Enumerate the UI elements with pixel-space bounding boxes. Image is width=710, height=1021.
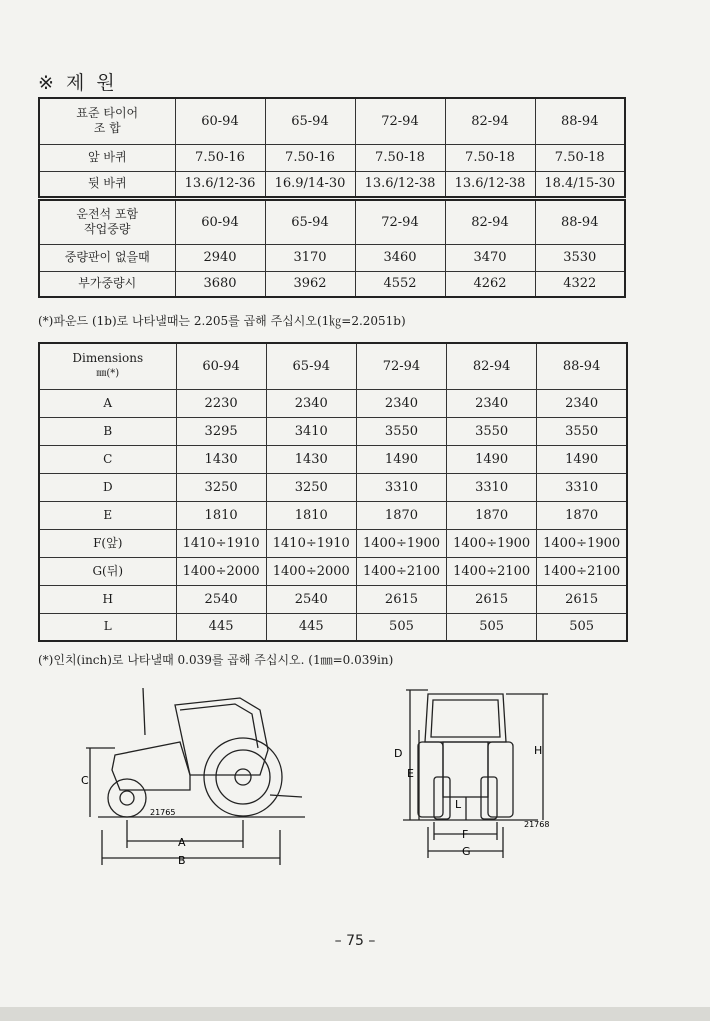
model-header: 60-94 (176, 343, 266, 389)
table-row (39, 613, 627, 641)
row-label: H (39, 585, 176, 613)
model-header: 65-94 (265, 200, 355, 244)
tire-header-label (39, 98, 175, 144)
table-cell: 3550 (447, 417, 537, 445)
table-cell: 2615 (356, 585, 446, 613)
dimension-label-l: L (455, 798, 462, 811)
front-hub (120, 791, 134, 805)
table-cell: 3962 (265, 271, 355, 297)
dimension-label-f: F (462, 828, 469, 841)
model-header: 88-94 (535, 200, 625, 244)
model-header: 88-94 (537, 343, 627, 389)
table-cell: 3250 (266, 473, 356, 501)
row-label: B (39, 417, 176, 445)
model-header: 72-94 (355, 98, 445, 144)
table-cell: 2615 (447, 585, 537, 613)
table-cell: 1400÷1900 (537, 529, 627, 557)
table-cell: 18.4/15-30 (535, 171, 625, 197)
table-cell: 1410÷1910 (176, 529, 266, 557)
table-header-row (39, 200, 625, 244)
model-header: 65-94 (266, 343, 356, 389)
front-wheel (108, 779, 146, 817)
row-label: 뒷 바퀴 (39, 171, 175, 197)
table-cell: 2540 (266, 585, 356, 613)
table-cell: 3310 (447, 473, 537, 501)
figure-code: 21768 (524, 820, 550, 829)
table-cell: 1490 (537, 445, 627, 473)
table-cell: 7.50-18 (535, 144, 625, 171)
table-cell: 1400÷2100 (447, 557, 537, 585)
table-cell: 1870 (537, 501, 627, 529)
tractor-front-view-diagram (388, 682, 560, 872)
dimension-label-c: C (81, 774, 89, 787)
cab-front-window (431, 700, 500, 737)
table-cell: 2340 (356, 389, 446, 417)
dimension-label-b: B (178, 854, 186, 867)
dimensions-header-line2: ㎜(*) (96, 368, 120, 380)
table-row (39, 557, 627, 585)
exhaust-pipe (143, 688, 145, 735)
right-front-wheel (481, 777, 497, 819)
table-cell: 505 (537, 613, 627, 641)
figure-code: 21765 (150, 808, 176, 817)
working-weight-table (38, 199, 626, 298)
cab-front (425, 694, 506, 742)
table-cell: 4322 (535, 271, 625, 297)
model-header: 82-94 (445, 98, 535, 144)
right-rear-wheel (488, 742, 513, 817)
weight-header-line2: 작업중량 (84, 222, 131, 237)
model-header: 88-94 (535, 98, 625, 144)
table-cell: 7.50-18 (445, 144, 535, 171)
table-cell: 1400÷2000 (266, 557, 356, 585)
table-row (39, 473, 627, 501)
table-cell: 3295 (176, 417, 266, 445)
model-header: 72-94 (356, 343, 446, 389)
table-cell: 7.50-16 (175, 144, 265, 171)
table-cell: 3310 (356, 473, 446, 501)
cab-window (180, 704, 258, 748)
table-cell: 1400÷1900 (356, 529, 446, 557)
table-row (39, 529, 627, 557)
model-header: 82-94 (445, 200, 535, 244)
table-cell: 2940 (175, 244, 265, 271)
dimension-label-e: E (407, 767, 414, 780)
tire-combination-table (38, 97, 626, 198)
table-cell: 3170 (265, 244, 355, 271)
table-row (39, 585, 627, 613)
dimension-label-a: A (178, 836, 186, 849)
dimensions-header-line1: Dimensions (72, 351, 144, 366)
table-row (39, 501, 627, 529)
table-cell: 1490 (447, 445, 537, 473)
scan-edge (0, 1007, 710, 1021)
row-label: A (39, 389, 176, 417)
table-cell: 3310 (537, 473, 627, 501)
table-header-row (39, 98, 625, 144)
row-label: 부가중량시 (39, 271, 175, 297)
tractor-hood (112, 742, 190, 790)
table-row (39, 244, 625, 271)
left-rear-wheel (418, 742, 443, 817)
drawbar (270, 795, 302, 797)
table-cell: 3550 (356, 417, 446, 445)
model-header: 60-94 (175, 98, 265, 144)
tire-header-line2: 조 합 (93, 121, 121, 136)
table-cell: 1400÷2100 (537, 557, 627, 585)
table-cell: 13.6/12-38 (355, 171, 445, 197)
row-label: 앞 바퀴 (39, 144, 175, 171)
table-cell: 1410÷1910 (266, 529, 356, 557)
table-cell: 505 (356, 613, 446, 641)
table-row (39, 271, 625, 297)
table-cell: 7.50-16 (265, 144, 355, 171)
row-label: 중량판이 없을때 (39, 244, 175, 271)
rear-hub (235, 769, 251, 785)
table-cell: 3470 (445, 244, 535, 271)
row-label: E (39, 501, 176, 529)
row-label: L (39, 613, 176, 641)
table-cell: 3550 (537, 417, 627, 445)
table-cell: 3250 (176, 473, 266, 501)
table-row (39, 389, 627, 417)
table-cell: 7.50-18 (355, 144, 445, 171)
table-cell: 1400÷2000 (176, 557, 266, 585)
tire-header-line1: 표준 타이어 (76, 106, 139, 121)
table-cell: 1810 (266, 501, 356, 529)
row-label: C (39, 445, 176, 473)
left-front-wheel (434, 777, 450, 819)
row-label: F(앞) (39, 529, 176, 557)
page-title: ※ 제 원 (38, 72, 118, 94)
rear-rim (216, 750, 270, 804)
table-row (39, 417, 627, 445)
dimension-label-h: H (534, 744, 543, 757)
table-cell: 2540 (176, 585, 266, 613)
table-cell: 4552 (355, 271, 445, 297)
table-cell: 16.9/14-30 (265, 171, 355, 197)
table-cell: 1870 (447, 501, 537, 529)
table-cell: 2340 (447, 389, 537, 417)
table-cell: 4262 (445, 271, 535, 297)
table-cell: 505 (447, 613, 537, 641)
table-cell: 1430 (176, 445, 266, 473)
table-cell: 2615 (537, 585, 627, 613)
dimension-label-d: D (394, 747, 403, 760)
table-cell: 1870 (356, 501, 446, 529)
table-cell: 13.6/12-38 (445, 171, 535, 197)
dimensions-header-label (39, 343, 176, 389)
table-cell: 3680 (175, 271, 265, 297)
table-cell: 1490 (356, 445, 446, 473)
table-cell: 1810 (176, 501, 266, 529)
table-cell: 445 (266, 613, 356, 641)
table-cell: 2340 (537, 389, 627, 417)
table-cell: 2340 (266, 389, 356, 417)
row-label: D (39, 473, 176, 501)
table-row (39, 171, 625, 197)
model-header: 65-94 (265, 98, 355, 144)
inch-conversion-note: (*)인치(inch)로 나타낼때 0.039를 곱해 주십시오. (1㎜=0.039in) (38, 653, 394, 667)
table-cell: 3530 (535, 244, 625, 271)
table-cell: 1400÷2100 (356, 557, 446, 585)
model-header: 60-94 (175, 200, 265, 244)
table-cell: 1400÷1900 (447, 529, 537, 557)
table-row (39, 144, 625, 171)
tractor-side-view-diagram (80, 680, 305, 875)
table-cell: 3460 (355, 244, 445, 271)
weight-header-label (39, 200, 175, 244)
table-cell: 3410 (266, 417, 356, 445)
row-label: G(뒤) (39, 557, 176, 585)
pound-conversion-note: (*)파운드 (1b)로 나타낼때는 2.205를 곱해 주십시오(1㎏=2.2051b) (38, 314, 406, 328)
table-cell: 13.6/12-36 (175, 171, 265, 197)
model-header: 82-94 (447, 343, 537, 389)
model-header: 72-94 (355, 200, 445, 244)
table-cell: 445 (176, 613, 266, 641)
weight-header-line1: 운전석 포함 (76, 207, 139, 222)
table-cell: 2230 (176, 389, 266, 417)
table-row (39, 445, 627, 473)
table-header-row (39, 343, 627, 389)
dimension-label-g: G (462, 845, 471, 858)
dimensions-table (38, 342, 628, 642)
table-cell: 1430 (266, 445, 356, 473)
page-number: – 75 – (334, 933, 376, 949)
